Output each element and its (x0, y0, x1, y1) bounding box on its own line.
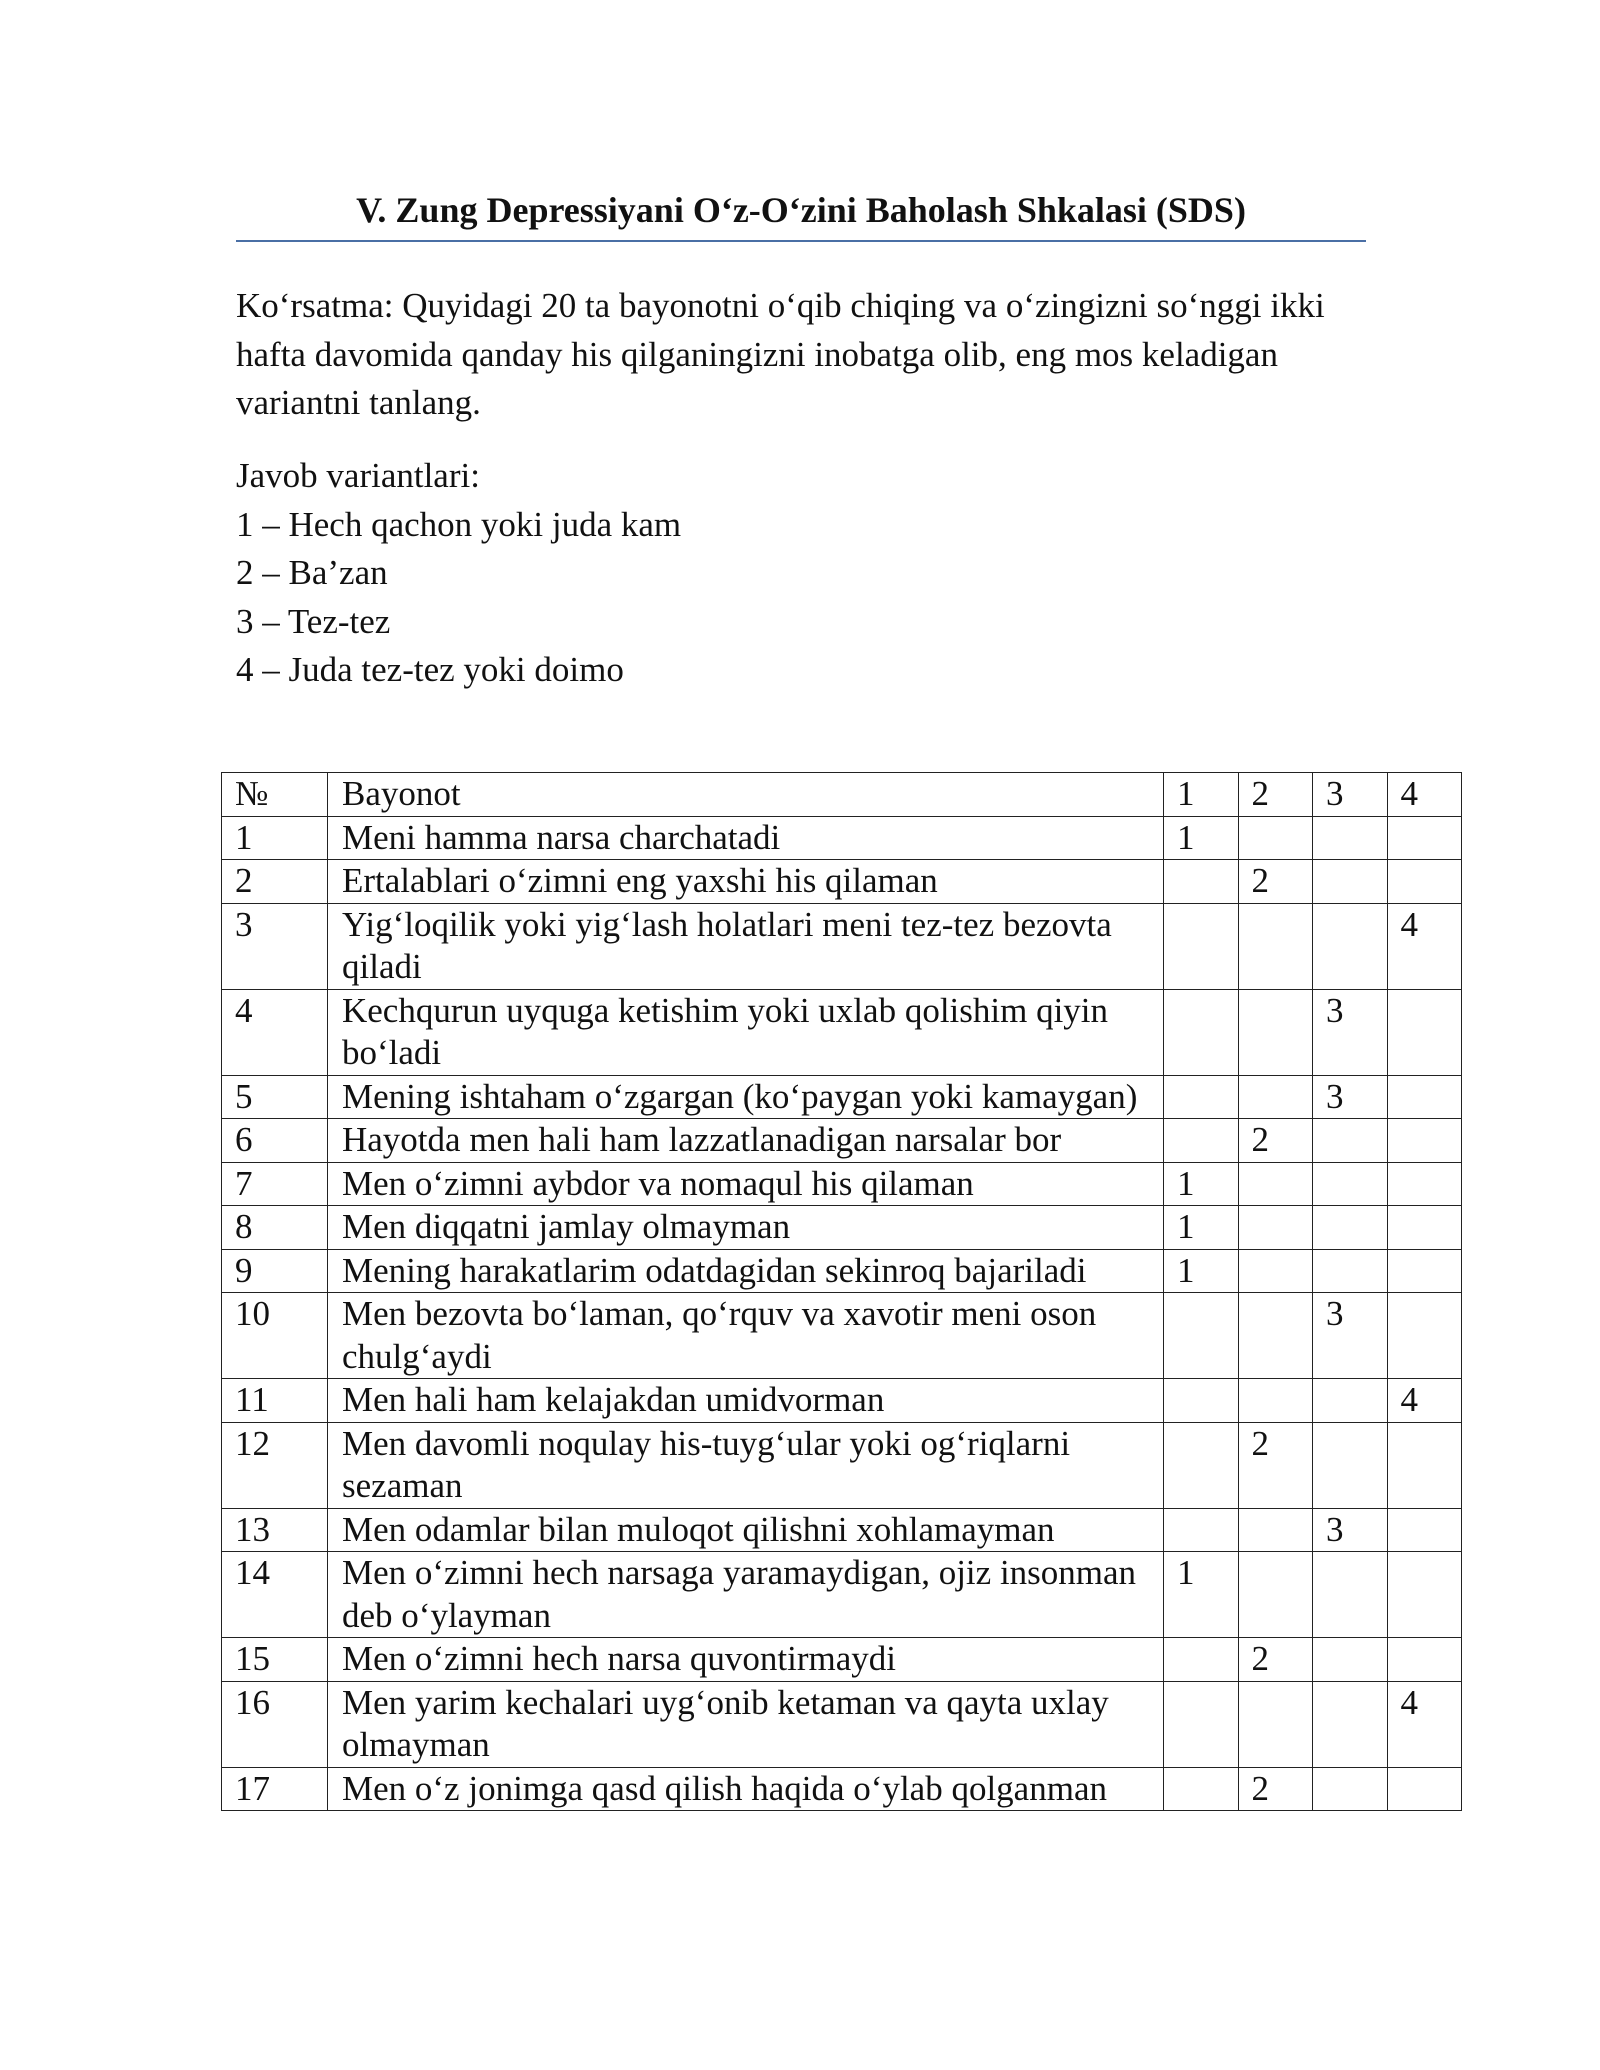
cell-number: 3 (222, 903, 328, 989)
cell-score-2 (1238, 989, 1313, 1075)
cell-statement: Men odamlar bilan muloqot qilishni xohlamayman (328, 1508, 1164, 1552)
answer-option: 1 – Hech qachon yoki juda kam (236, 504, 682, 544)
cell-score-3: 3 (1313, 989, 1388, 1075)
cell-number: 15 (222, 1638, 328, 1682)
cell-number: 9 (222, 1249, 328, 1293)
cell-score-3 (1313, 1767, 1388, 1811)
cell-score-1: 1 (1164, 816, 1239, 860)
cell-statement: Men yarim kechalari uyg‘onib ketaman va qayta uxlay olmayman (328, 1681, 1164, 1767)
cell-score-2 (1238, 1075, 1313, 1119)
cell-number: 6 (222, 1119, 328, 1163)
table-header-row (222, 773, 1462, 817)
cell-number: 7 (222, 1162, 328, 1206)
table-row (222, 1119, 1462, 1163)
cell-score-2: 2 (1238, 860, 1313, 904)
table-row (222, 1293, 1462, 1379)
cell-number: 5 (222, 1075, 328, 1119)
cell-score-4: 4 (1387, 903, 1462, 989)
cell-score-1 (1164, 1767, 1239, 1811)
cell-statement: Yig‘loqilik yoki yig‘lash holatlari meni tez-tez bezovta qiladi (328, 903, 1164, 989)
cell-statement: Men davomli noqulay his-tuyg‘ular yoki og‘riqlarni sezaman (328, 1422, 1164, 1508)
cell-score-4 (1387, 1075, 1462, 1119)
cell-score-4: 4 (1387, 1681, 1462, 1767)
answer-option: 4 – Juda tez-tez yoki doimo (236, 650, 624, 689)
cell-score-4 (1387, 816, 1462, 860)
cell-score-2 (1238, 1206, 1313, 1250)
answer-options (236, 452, 1236, 695)
cell-number: 13 (222, 1508, 328, 1552)
cell-statement: Meni hamma narsa charchatadi (328, 816, 1164, 860)
column-header-number: № (222, 773, 328, 817)
answer-option: 2 – Ba’zan (236, 553, 388, 592)
cell-statement: Men o‘zimni aybdor va nomaqul his qilaman (328, 1162, 1164, 1206)
cell-score-2 (1238, 816, 1313, 860)
cell-score-4 (1387, 1162, 1462, 1206)
cell-statement: Men o‘z jonimga qasd qilish haqida o‘ylab qolganman (328, 1767, 1164, 1811)
column-header-score-2: 2 (1238, 773, 1313, 817)
table-row (222, 1422, 1462, 1508)
cell-score-1 (1164, 1681, 1239, 1767)
cell-score-2: 2 (1238, 1119, 1313, 1163)
cell-score-2 (1238, 1249, 1313, 1293)
instruction-paragraph: Ko‘rsatma: Quyidagi 20 ta bayonotni o‘qib chiqing va o‘zingizni so‘nggi ikki hafta davomida qanday his qilganingizni inobatga olib, eng mos keladigan variantni tanlang. (236, 286, 1325, 422)
table-row (222, 860, 1462, 904)
table-row (222, 903, 1462, 989)
column-header-score-4: 4 (1387, 773, 1462, 817)
sds-table (221, 772, 1462, 1811)
cell-score-1 (1164, 989, 1239, 1075)
cell-score-2 (1238, 1508, 1313, 1552)
cell-number: 11 (222, 1379, 328, 1423)
cell-score-1: 1 (1164, 1162, 1239, 1206)
cell-statement: Kechqurun uyquga ketishim yoki uxlab qolishim qiyin bo‘ladi (328, 989, 1164, 1075)
cell-score-3 (1313, 1379, 1388, 1423)
table-row (222, 1767, 1462, 1811)
cell-statement: Mening harakatlarim odatdagidan sekinroq bajariladi (328, 1249, 1164, 1293)
cell-score-3: 3 (1313, 1508, 1388, 1552)
table-row (222, 1162, 1462, 1206)
table-row (222, 1379, 1462, 1423)
cell-number: 1 (222, 816, 328, 860)
cell-score-1: 1 (1164, 1206, 1239, 1250)
cell-score-4 (1387, 1249, 1462, 1293)
cell-score-3 (1313, 1162, 1388, 1206)
table-row (222, 1075, 1462, 1119)
cell-number: 10 (222, 1293, 328, 1379)
cell-score-2: 2 (1238, 1638, 1313, 1682)
table-row (222, 816, 1462, 860)
cell-score-4 (1387, 1422, 1462, 1508)
answers-heading: Javob variantlari: (236, 456, 480, 495)
table-body (222, 816, 1462, 1811)
cell-score-4: 4 (1387, 1379, 1462, 1423)
cell-score-4 (1387, 1206, 1462, 1250)
document-title: V. Zung Depressiyani O‘z-O‘zini Baholash Shkalasi (SDS) (356, 190, 1246, 230)
cell-score-4 (1387, 1552, 1462, 1638)
title-underline (236, 240, 1366, 242)
cell-score-3 (1313, 1422, 1388, 1508)
cell-score-1 (1164, 860, 1239, 904)
cell-statement: Hayotda men hali ham lazzatlanadigan narsalar bor (328, 1119, 1164, 1163)
cell-score-2 (1238, 1681, 1313, 1767)
cell-score-4 (1387, 1638, 1462, 1682)
cell-score-3 (1313, 816, 1388, 860)
cell-statement: Men bezovta bo‘laman, qo‘rquv va xavotir meni oson chulg‘aydi (328, 1293, 1164, 1379)
table-row (222, 1249, 1462, 1293)
cell-score-1: 1 (1164, 1552, 1239, 1638)
cell-score-1 (1164, 1075, 1239, 1119)
cell-score-4 (1387, 860, 1462, 904)
cell-score-1: 1 (1164, 1249, 1239, 1293)
cell-score-2 (1238, 903, 1313, 989)
cell-score-4 (1387, 1293, 1462, 1379)
cell-statement: Mening ishtaham o‘zgargan (ko‘paygan yoki kamaygan) (328, 1075, 1164, 1119)
cell-score-4 (1387, 1119, 1462, 1163)
cell-number: 12 (222, 1422, 328, 1508)
cell-statement: Men o‘zimni hech narsaga yaramaydigan, ojiz insonman deb o‘ylayman (328, 1552, 1164, 1638)
cell-score-3 (1313, 1681, 1388, 1767)
cell-score-3 (1313, 1206, 1388, 1250)
cell-statement: Men diqqatni jamlay olmayman (328, 1206, 1164, 1250)
cell-score-3 (1313, 1552, 1388, 1638)
cell-number: 16 (222, 1681, 328, 1767)
cell-score-3 (1313, 1638, 1388, 1682)
cell-number: 17 (222, 1767, 328, 1811)
cell-score-2: 2 (1238, 1422, 1313, 1508)
cell-statement: Men hali ham kelajakdan umidvorman (328, 1379, 1164, 1423)
column-header-score-1: 1 (1164, 773, 1239, 817)
table-row (222, 1206, 1462, 1250)
cell-score-1 (1164, 1638, 1239, 1682)
cell-number: 4 (222, 989, 328, 1075)
cell-score-1 (1164, 1508, 1239, 1552)
cell-score-2 (1238, 1552, 1313, 1638)
answer-option: 3 – Tez-tez (236, 601, 391, 641)
cell-score-4 (1387, 1767, 1462, 1811)
cell-score-3 (1313, 1119, 1388, 1163)
cell-score-1 (1164, 903, 1239, 989)
cell-score-3: 3 (1313, 1293, 1388, 1379)
cell-statement: Men o‘zimni hech narsa quvontirmaydi (328, 1638, 1164, 1682)
table-row (222, 1681, 1462, 1767)
table-row (222, 1638, 1462, 1682)
column-header-statement: Bayonot (328, 773, 1164, 817)
cell-number: 2 (222, 860, 328, 904)
table-row (222, 989, 1462, 1075)
cell-score-3 (1313, 1249, 1388, 1293)
table-row (222, 1552, 1462, 1638)
cell-score-2: 2 (1238, 1767, 1313, 1811)
cell-score-1 (1164, 1379, 1239, 1423)
cell-number: 8 (222, 1206, 328, 1250)
cell-score-1 (1164, 1119, 1239, 1163)
cell-score-4 (1387, 989, 1462, 1075)
cell-statement: Ertalablari o‘zimni eng yaxshi his qilaman (328, 860, 1164, 904)
cell-number: 14 (222, 1552, 328, 1638)
cell-score-2 (1238, 1293, 1313, 1379)
cell-score-1 (1164, 1293, 1239, 1379)
cell-score-3: 3 (1313, 1075, 1388, 1119)
cell-score-2 (1238, 1162, 1313, 1206)
table-row (222, 1508, 1462, 1552)
cell-score-3 (1313, 860, 1388, 904)
cell-score-1 (1164, 1422, 1239, 1508)
cell-score-3 (1313, 903, 1388, 989)
column-header-score-3: 3 (1313, 773, 1388, 817)
cell-score-4 (1387, 1508, 1462, 1552)
cell-score-2 (1238, 1379, 1313, 1423)
